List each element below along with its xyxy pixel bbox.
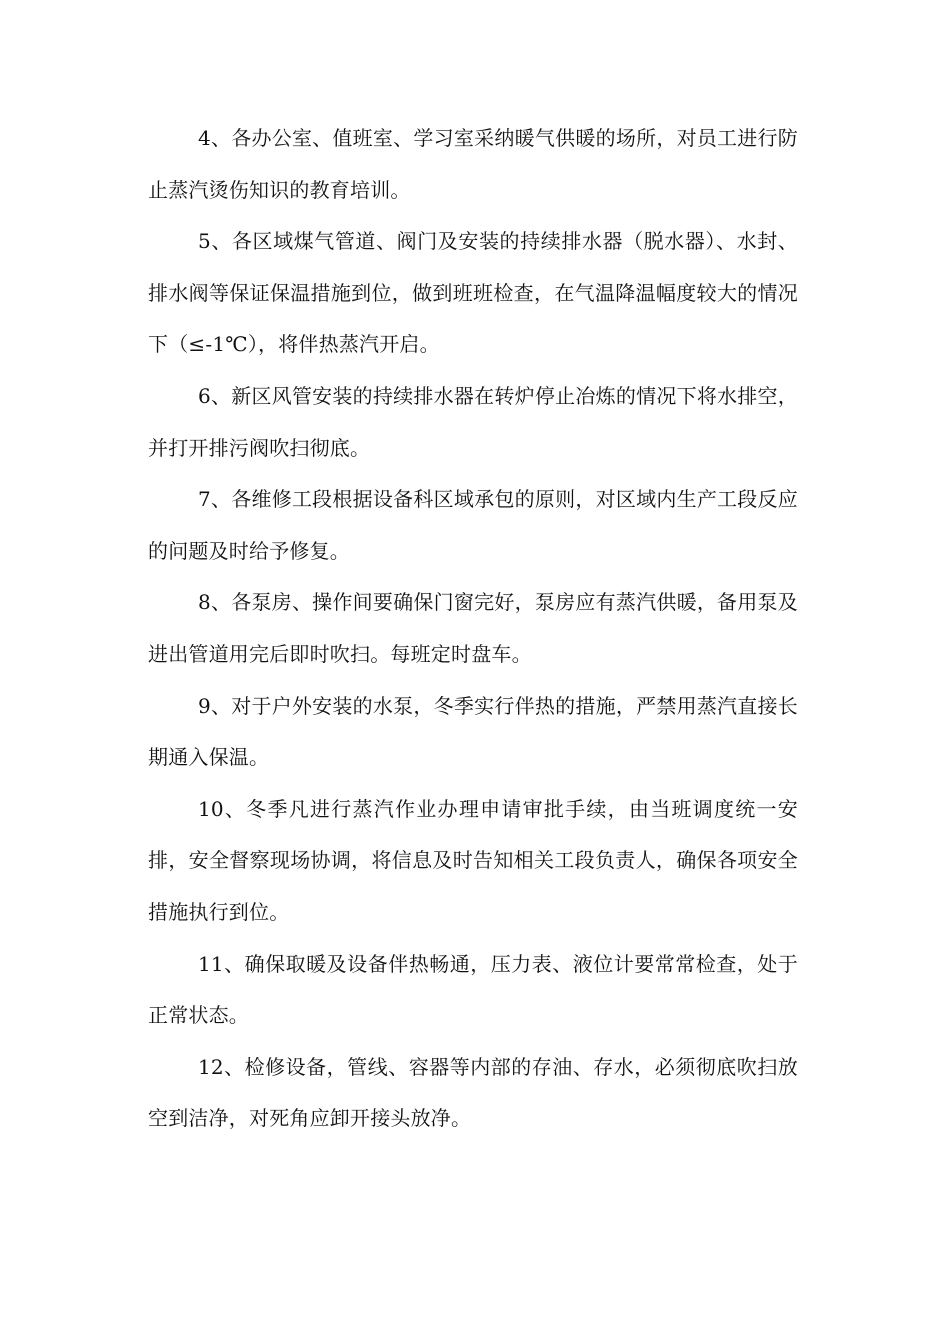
paragraph-item-6: 6、新区风管安装的持续排水器在转炉停止冶炼的情况下将水排空，并打开排污阀吹扫彻底。 — [148, 383, 798, 460]
document-body — [148, 113, 798, 1145]
paragraph-item-12: 12、检修设备，管线、容器等内部的存油、存水，必须彻底吹扫放空到洁净，对死角应卸开接头放净。 — [148, 1054, 798, 1131]
paragraph-item-8: 8、各泵房、操作间要确保门窗完好，泵房应有蒸汽供暖，备用泵及进出管道用完后即时吹扫。每班定时盘车。 — [148, 590, 798, 666]
paragraph-item-10: 10、冬季凡进行蒸汽作业办理申请审批手续，由当班调度统一安排，安全督察现场协调，将信息及时告知相关工段负责人，确保各项安全措施执行到位。 — [148, 796, 798, 924]
paragraph-item-7: 7、各维修工段根据设备科区域承包的原则，对区域内生产工段反应的问题及时给予修复。 — [148, 487, 798, 563]
paragraph-item-11: 11、确保取暖及设备伴热畅通，压力表、液位计要常常检查，处于正常状态。 — [148, 951, 798, 1028]
paragraph-item-5: 5、各区域煤气管道、阀门及安装的持续排水器（脱水器）、水封、排水阀等保证保温措施到位，做到班班检查，在气温降温幅度较大的情况下（≤-1℃），将伴热蒸汽开启。 — [148, 229, 798, 357]
paragraph-item-4: 4、各办公室、值班室、学习室采纳暖气供暖的场所，对员工进行防止蒸汽烫伤知识的教育培训。 — [148, 126, 798, 202]
paragraph-item-9: 9、对于户外安装的水泵，冬季实行伴热的措施，严禁用蒸汽直接长期通入保温。 — [148, 693, 798, 770]
